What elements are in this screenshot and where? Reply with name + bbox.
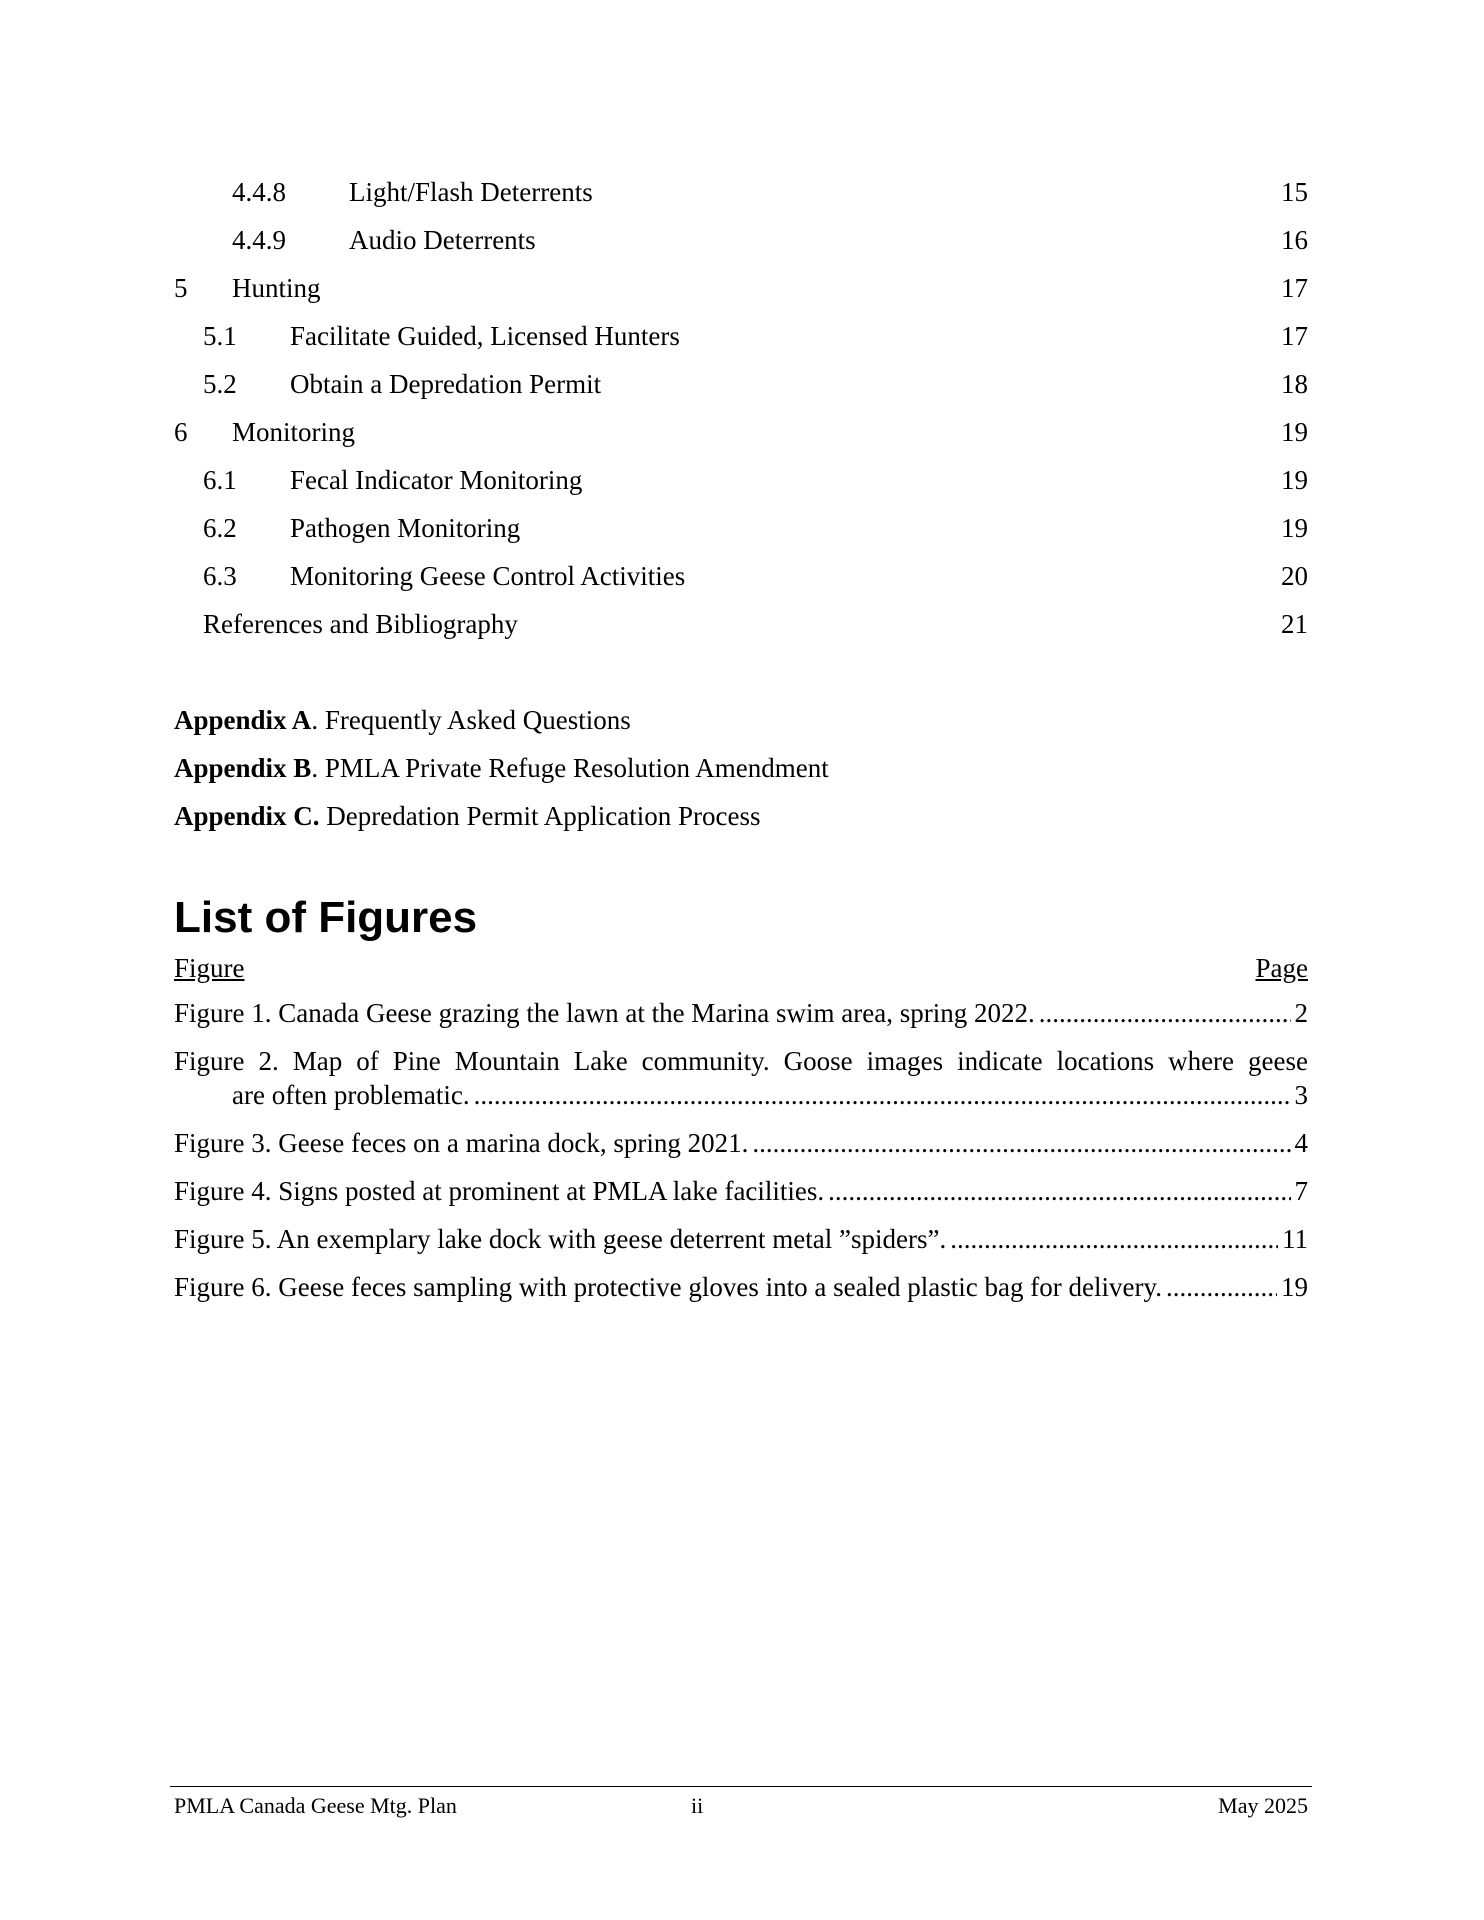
figure-page-number: 7 (1294, 1176, 1308, 1206)
toc-page-number: 20 (1281, 561, 1308, 591)
figure-page-number: 2 (1294, 998, 1308, 1028)
toc-page-number: 17 (1281, 273, 1308, 303)
figure-entry[interactable] (174, 1222, 1308, 1256)
toc-title: Fecal Indicator Monitoring (290, 465, 583, 495)
toc-title: References and Bibliography (203, 609, 518, 639)
toc-title: Audio Deterrents (349, 225, 536, 255)
toc-number: 5.1 (203, 321, 237, 351)
figure-entry[interactable] (174, 1044, 1308, 1112)
toc-title: Light/Flash Deterrents (349, 177, 593, 207)
list-of-figures-column-headers (174, 948, 1308, 996)
toc-page-number: 19 (1281, 417, 1308, 447)
toc-entry[interactable] (174, 508, 1308, 556)
dot-leader (474, 1078, 1291, 1112)
toc-number: 4.4.9 (232, 225, 286, 255)
figure-column-header: Figure (174, 953, 245, 983)
toc-number: 6.2 (203, 513, 237, 543)
figure-entry[interactable] (174, 1270, 1308, 1304)
figure-caption: are often problematic. (232, 1080, 470, 1110)
toc-entry[interactable] (174, 460, 1308, 508)
appendix-label: Appendix C. (174, 801, 320, 831)
toc-entry[interactable] (174, 412, 1308, 460)
toc-page-number: 19 (1281, 513, 1308, 543)
footer-document-title: PMLA Canada Geese Mtg. Plan (174, 1793, 457, 1818)
toc-number: 5.2 (203, 369, 237, 399)
table-of-contents (174, 172, 1308, 652)
toc-entry[interactable] (174, 604, 1308, 652)
toc-page-number: 15 (1281, 177, 1308, 207)
footer-date: May 2025 (1218, 1793, 1308, 1818)
toc-title: Monitoring Geese Control Activities (290, 561, 686, 591)
appendix-label: Appendix A (174, 705, 312, 735)
figure-caption: Figure 3. Geese feces on a marina dock, spring 2021. (174, 1128, 749, 1158)
figure-entry[interactable] (174, 996, 1308, 1030)
toc-page-number: 16 (1281, 225, 1308, 255)
toc-number: 6.3 (203, 561, 237, 591)
figure-page-number: 4 (1294, 1128, 1308, 1158)
footer-page-number: ii (691, 1793, 704, 1818)
toc-number: 4.4.8 (232, 177, 286, 207)
figure-page-number: 19 (1281, 1272, 1308, 1302)
figure-caption-first-line: Figure 2. Map of Pine Mountain Lake community. Goose images indicate locations where geese (174, 1046, 1308, 1076)
appendix-list (174, 700, 1308, 844)
figure-caption: Figure 4. Signs posted at prominent at PMLA lake facilities. (174, 1176, 825, 1206)
toc-page-number: 18 (1281, 369, 1308, 399)
appendix-entry[interactable] (174, 700, 1308, 748)
toc-title: Monitoring (232, 417, 356, 447)
toc-entry[interactable] (174, 316, 1308, 364)
toc-number: 5 (174, 273, 188, 303)
toc-entry[interactable] (174, 220, 1308, 268)
toc-page-number: 19 (1281, 465, 1308, 495)
page-footer (170, 1786, 1312, 1827)
toc-entry[interactable] (174, 556, 1308, 604)
appendix-title: . PMLA Private Refuge Resolution Amendment (311, 753, 829, 783)
appendix-entry[interactable] (174, 796, 1308, 844)
dot-leader (1039, 996, 1291, 1030)
figure-entry[interactable] (174, 1174, 1308, 1208)
appendix-label: Appendix B (174, 753, 312, 783)
toc-page-number: 17 (1281, 321, 1308, 351)
toc-number: 6 (174, 417, 188, 447)
page-column-header: Page (1255, 953, 1308, 983)
toc-title: Pathogen Monitoring (290, 513, 521, 543)
figure-caption: Figure 1. Canada Geese grazing the lawn at the Marina swim area, spring 2022. (174, 998, 1035, 1028)
toc-page-number: 21 (1281, 609, 1308, 639)
dot-leader (828, 1174, 1290, 1208)
toc-entry[interactable] (174, 172, 1308, 220)
toc-title: Obtain a Depredation Permit (290, 369, 602, 399)
figure-caption: Figure 5. An exemplary lake dock with geese deterrent metal ”spiders”. (174, 1224, 947, 1254)
figure-entry[interactable] (174, 1126, 1308, 1160)
figure-caption: Figure 6. Geese feces sampling with protective gloves into a sealed plastic bag for delivery. (174, 1272, 1162, 1302)
appendix-title: Depredation Permit Application Process (319, 801, 761, 831)
dot-leader (950, 1222, 1278, 1256)
dot-leader (752, 1126, 1290, 1160)
list-of-figures-heading: List of Figures (174, 893, 478, 942)
dot-leader (1166, 1270, 1277, 1304)
appendix-title: . Frequently Asked Questions (311, 705, 631, 735)
toc-entry[interactable] (174, 364, 1308, 412)
toc-entry[interactable] (174, 268, 1308, 316)
toc-number: 6.1 (203, 465, 237, 495)
figure-page-number: 3 (1294, 1080, 1308, 1110)
appendix-entry[interactable] (174, 748, 1308, 796)
toc-title: Hunting (232, 273, 321, 303)
toc-title: Facilitate Guided, Licensed Hunters (290, 321, 680, 351)
figure-page-number: 11 (1282, 1224, 1308, 1254)
list-of-figures (174, 948, 1308, 1318)
